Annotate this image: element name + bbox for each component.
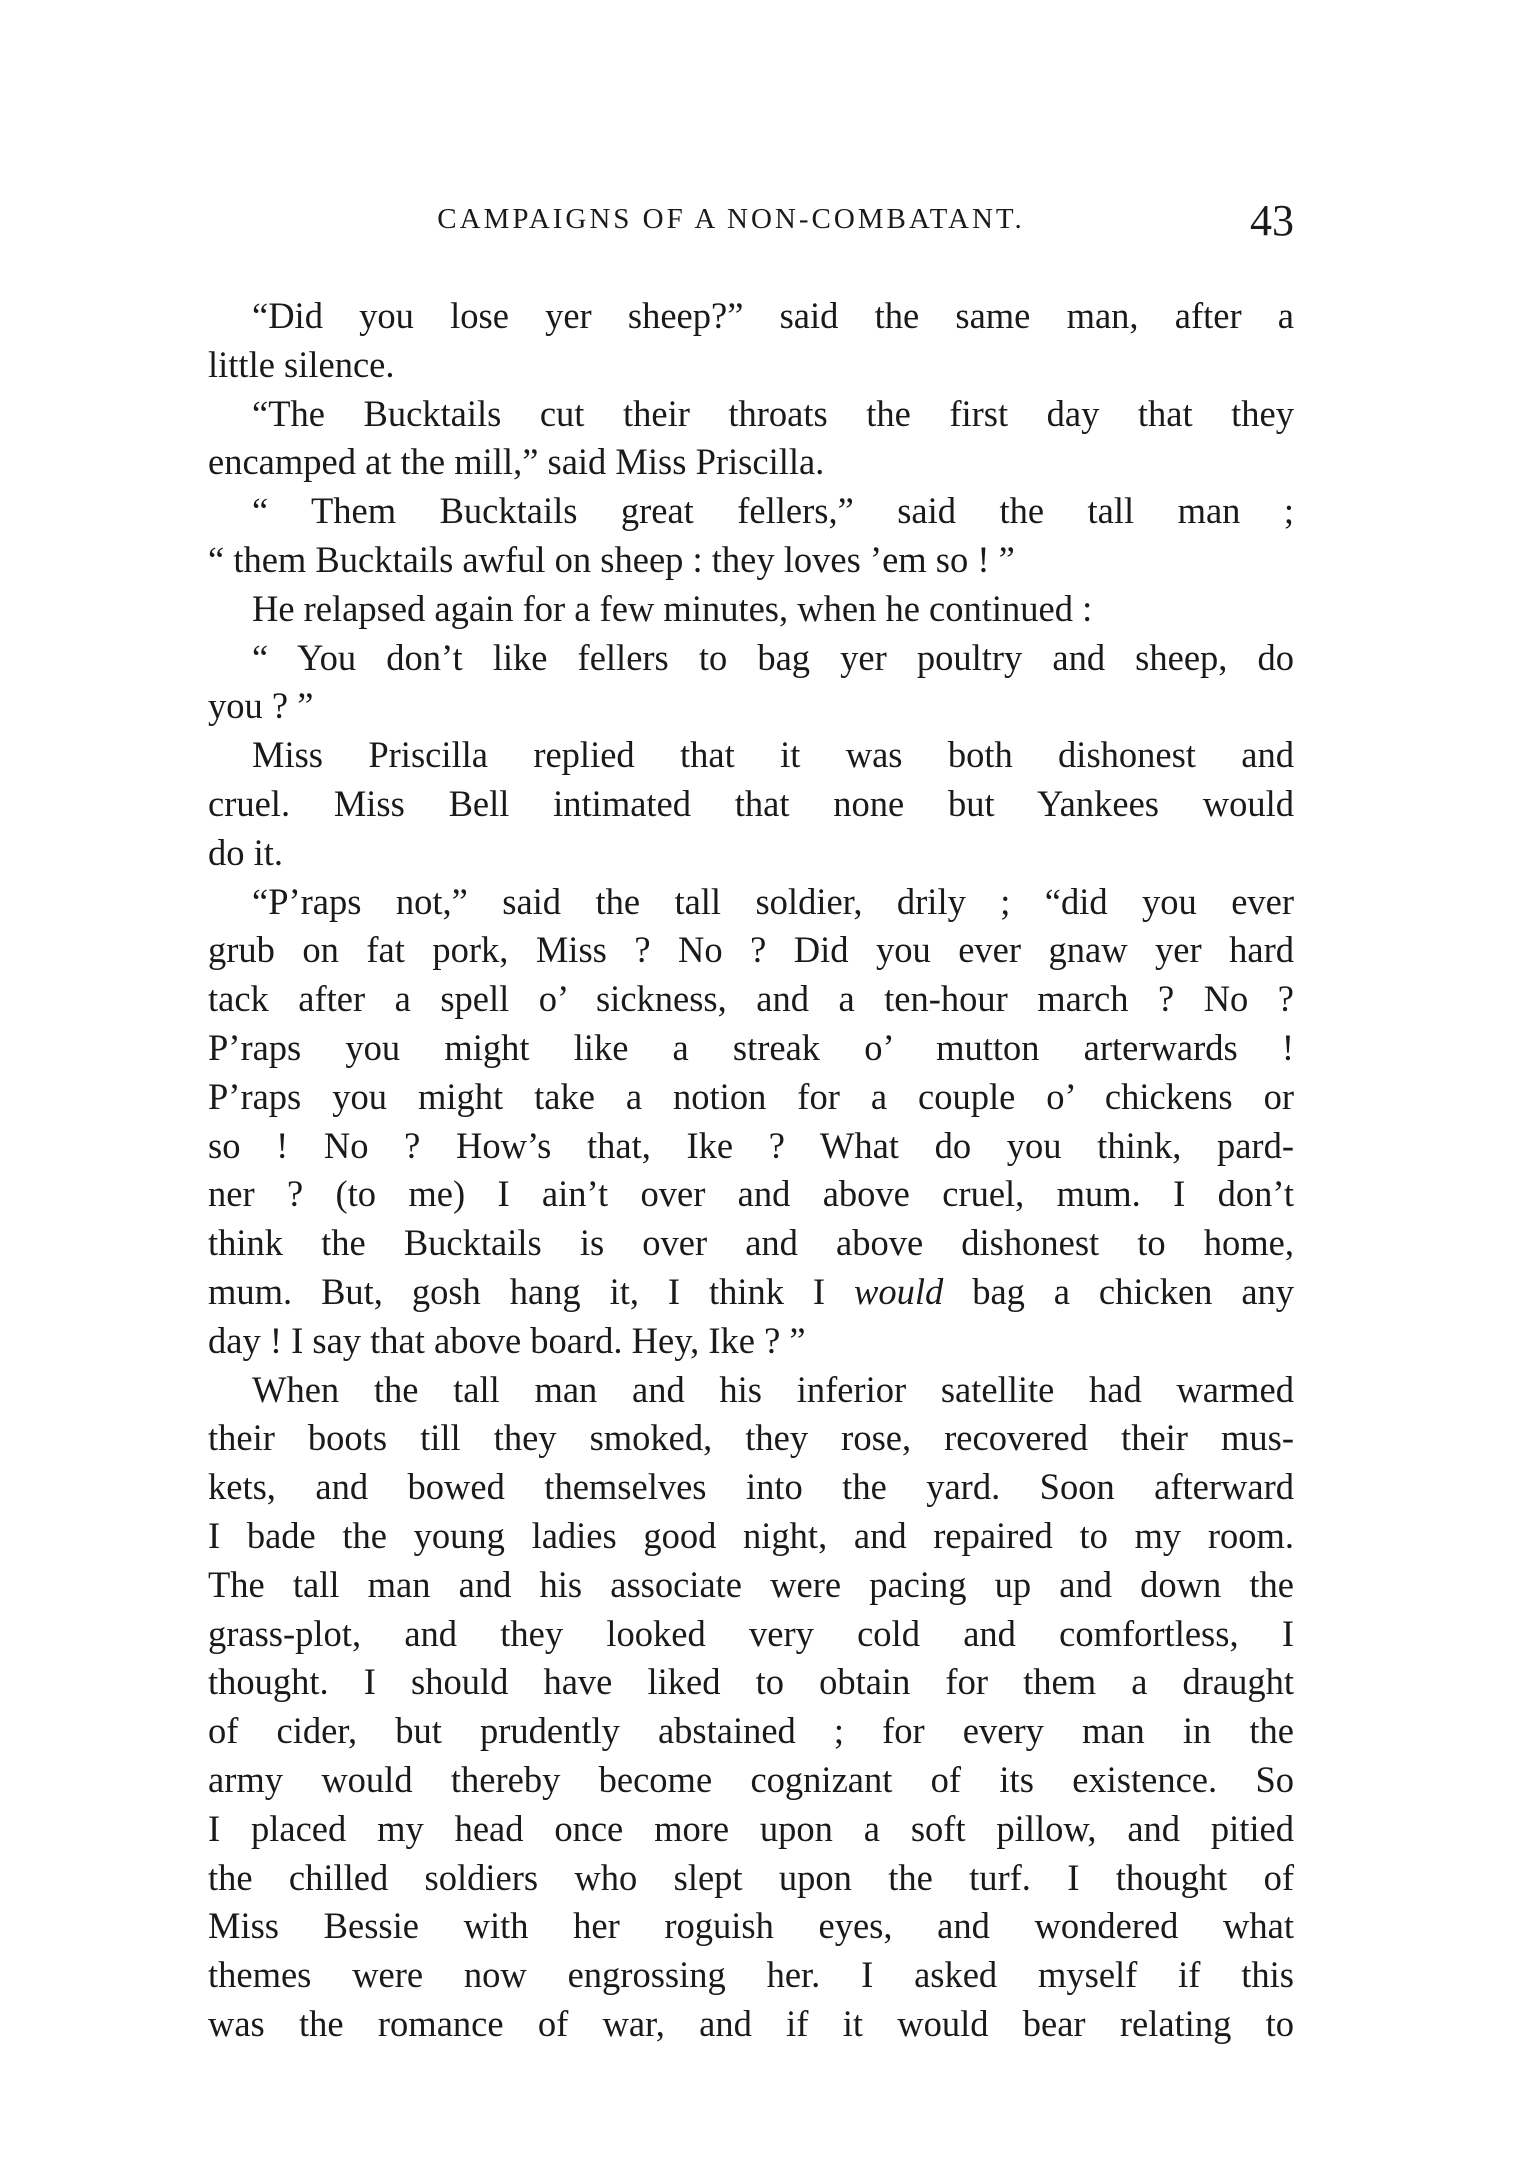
text-line: “ You don’t like fellers to bag yer poultry and sheep, do [252,636,1294,678]
text-line: “ Them Bucktails great fellers,” said the tall man ; [252,490,1294,532]
text-line: tack after a spell o’ sickness, and a ten-hour march ? No ? [208,978,1294,1020]
text-line: themes were now engrossing her. I asked myself if this [208,1954,1294,1996]
text-line: I placed my head once more upon a soft pillow, and pitied [208,1807,1294,1849]
text-line: P’raps you might take a notion for a couple o’ chickens or [208,1075,1294,1117]
emphasized-word: would [854,1270,944,1312]
text-line-segment: mum. But, gosh hang it, I think I [208,1270,826,1312]
text-line: do it. [208,831,284,873]
text-line: The tall man and his associate were pacing up and down the [208,1563,1294,1605]
text-line: “The Bucktails cut their throats the first day that they [252,392,1294,434]
page-number: 43 [1250,196,1294,245]
text-line: Miss Bessie with her roguish eyes, and wondered what [208,1905,1294,1947]
text-line: think the Bucktails is over and above dishonest to home, [208,1222,1294,1264]
text-line: “Did you lose yer sheep?” said the same man, after a [252,295,1294,336]
text-line: grass-plot, and they looked very cold and comfortless, I [208,1612,1294,1654]
text-line: I bade the young ladies good night, and repaired to my room. [208,1514,1294,1556]
text-line: grub on fat pork, Miss ? No ? Did you ever gnaw yer hard [208,929,1294,971]
text-line: you ? ” [208,685,314,727]
running-head [208,195,1294,245]
text-line: so ! No ? How’s that, Ike ? What do you think, pard- [208,1124,1294,1166]
text-line: army would thereby become cognizant of its existence. So [208,1758,1294,1800]
text-line: He relapsed again for a few minutes, when he continued : [252,587,1093,629]
text-line: kets, and bowed themselves into the yard. Soon afterward [208,1466,1294,1508]
text-line [208,1268,1294,1317]
text-line: day ! I say that above board. Hey, Ike ? ” [208,1319,806,1361]
text-line: When the tall man and his inferior satellite had warmed [252,1368,1294,1410]
text-line: Miss Priscilla replied that it was both dishonest and [252,734,1294,776]
text-line: “P’raps not,” said the tall soldier, drily ; “did you ever [252,880,1294,922]
running-title: CAMPAIGNS OF A NON-COMBATANT. [437,203,1025,235]
text-line: “ them Bucktails awful on sheep : they loves ’em so ! ” [208,538,1015,580]
text-line-segment: bag a chicken any [972,1270,1295,1312]
text-line: ner ? (to me) I ain’t over and above cruel, mum. I don’t [208,1173,1294,1215]
text-line: of cider, but prudently abstained ; for every man in the [208,1710,1294,1752]
body-text [208,292,1294,2049]
text-line: encamped at the mill,” said Miss Priscilla. [208,441,825,483]
text-line: thought. I should have liked to obtain for them a draught [208,1661,1294,1703]
text-line: P’raps you might like a streak o’ mutton arterwards ! [208,1026,1294,1068]
text-line: little silence. [208,343,395,385]
text-line: their boots till they smoked, they rose, recovered their mus- [208,1417,1294,1459]
text-line: cruel. Miss Bell intimated that none but Yankees would [208,782,1294,824]
text-line: the chilled soldiers who slept upon the turf. I thought of [208,1856,1294,1898]
text-line: was the romance of war, and if it would bear relating to [208,2002,1294,2044]
